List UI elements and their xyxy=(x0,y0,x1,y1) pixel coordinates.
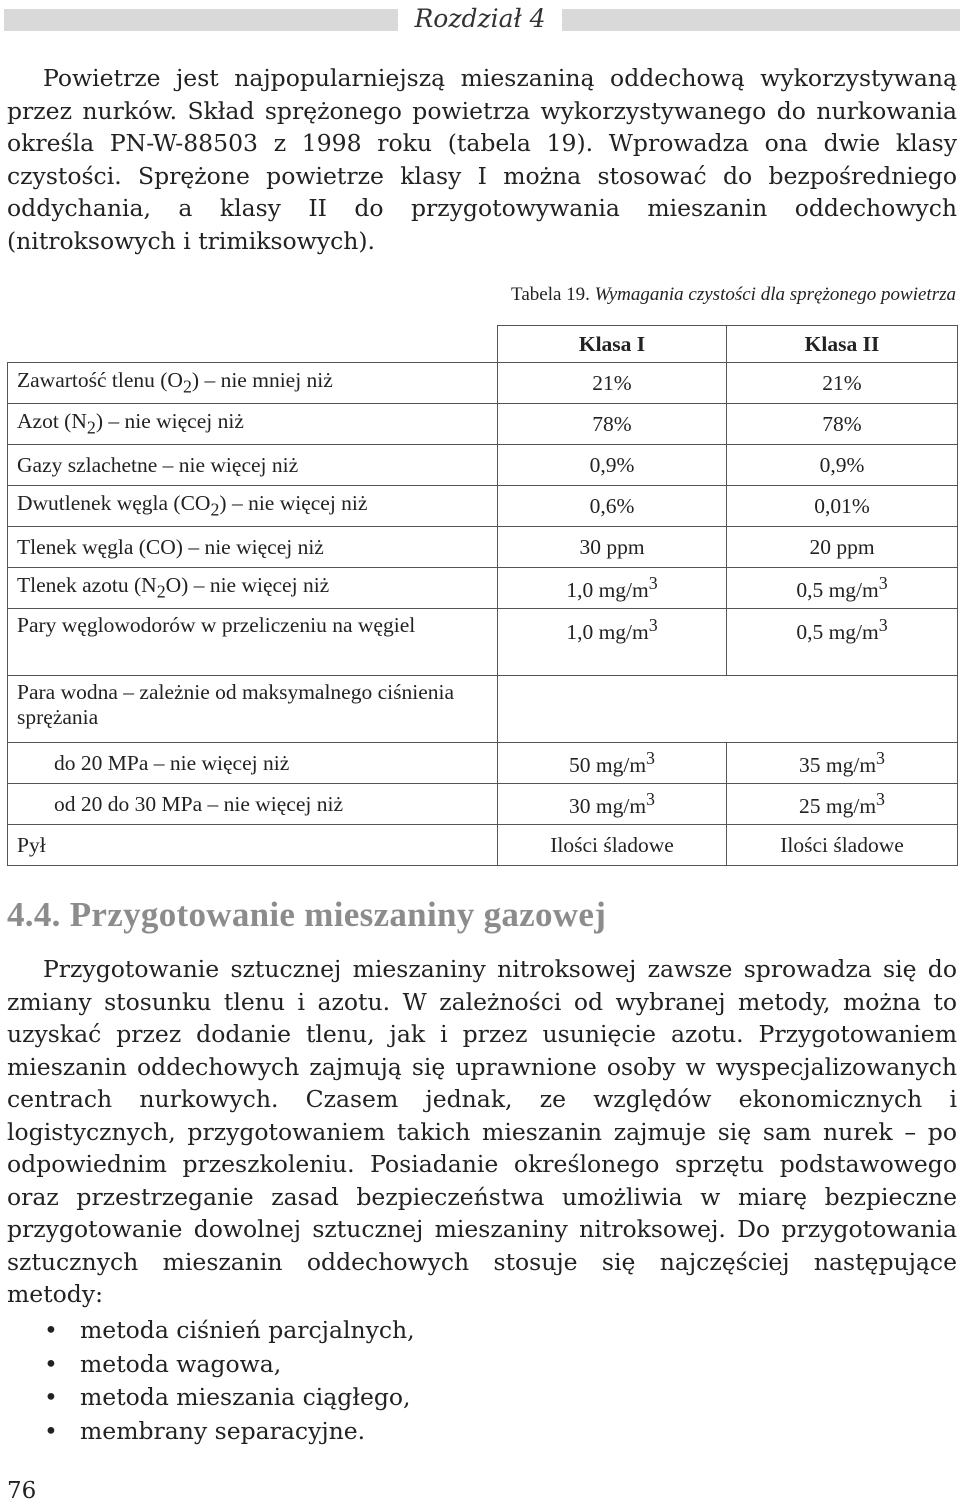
row-label: od 20 do 30 MPa – nie więcej niż xyxy=(8,784,498,825)
intro-text: Powietrze jest najpopularniejszą mieszaniną oddechową wykorzystywaną przez nurków. Skład sprężonego powietrza wykorzystywanego do nurkowania określa PN-W-88503 z 1998 roku (tabela 19). Wprowadza ona dwie klasy czystości. Sprężone powietrze klasy I można stosować do bezpośredniego oddychania, a klasy II do przygotowywania mieszanin oddechowych (nitroksowych i trimiksowych). xyxy=(7,64,957,255)
list-item: • membrany separacyjne. xyxy=(40,1415,415,1449)
row-label: Pary węglowodorów w przeliczeniu na węgiel xyxy=(8,609,498,676)
row-label: Pył xyxy=(8,825,498,866)
bullet-icon: • xyxy=(44,1316,58,1344)
table-row xyxy=(8,568,958,609)
row-label: Tlenek azotu $(N_2O)$ – nie więcej niż xyxy=(8,568,498,609)
table-row xyxy=(8,825,958,866)
row-label: Azot $(N_2)$ – nie więcej niż xyxy=(8,404,498,445)
table-caption-number: Tabela 19. xyxy=(511,284,590,305)
row-value-class2: 20 ppm xyxy=(727,527,958,568)
list-item: • metoda ciśnień parcjalnych, xyxy=(40,1314,415,1348)
row-value-class1: 0,6% xyxy=(498,486,727,527)
section-heading: 4.4. Przygotowanie mieszaniny gazowej xyxy=(7,895,607,934)
row-value-class2: 0,01% xyxy=(727,486,958,527)
row-label: Tlenek węgla (CO) – nie więcej niż xyxy=(8,527,498,568)
row-value-class2: 78% xyxy=(727,404,958,445)
methods-list xyxy=(40,1314,415,1448)
table-row xyxy=(8,743,958,784)
row-empty-cell xyxy=(498,676,958,743)
body-paragraph xyxy=(7,953,957,1311)
row-value-class1: 21% xyxy=(498,363,727,404)
chapter-title: Rozdział 4 xyxy=(414,4,546,33)
bullet-icon: • xyxy=(44,1383,58,1411)
row-value-class1: 50 $mg/m^3$ xyxy=(498,743,727,784)
bullet-icon: • xyxy=(44,1349,58,1378)
header-bar-right xyxy=(562,9,960,31)
row-label: Gazy szlachetne – nie więcej niż xyxy=(8,445,498,486)
table-row xyxy=(8,486,958,527)
row-value-class2: 0,9% xyxy=(727,445,958,486)
row-label: Para wodna – zależnie od maksymalnego ciśnienia sprężania xyxy=(8,676,498,743)
row-value-class2: 0,5 $mg/m^3$ xyxy=(727,568,958,609)
row-value-class1: Ilości śladowe xyxy=(498,825,727,866)
table-corner-cell xyxy=(8,326,498,363)
column-header-class2: Klasa II xyxy=(727,326,958,363)
table-header-row xyxy=(8,326,958,363)
bullet-icon: • xyxy=(44,1416,58,1445)
column-header-class1: Klasa I xyxy=(498,326,727,363)
row-value-class1: 0,9% xyxy=(498,445,727,486)
body-text: Przygotowanie sztucznej mieszaniny nitroksowej zawsze sprowadza się do zmiany stosunku tlenu i azotu. W zależności od wybranej metody, można to uzyskać przez dodanie tlenu, jak i przez usunięcie azotu. Przygotowaniem mieszanin oddechowych zajmują się uprawnione osoby w wyspecjalizowanych centrach nurkowych. Czasem jednak, ze względów ekonomicznych i logistycznych, przygotowaniem takich mieszanin zajmuje się sam nurek – po odpowiednim przeszkoleniu. Posiadanie określonego sprzętu podstawowego oraz przestrzeganie zasad bezpieczeństwa umożliwia w miarę bezpieczne przygotowanie dowolnej sztucznej mieszaniny nitroksowej. Do przygotowania sztucznych mieszanin oddechowych stosuje się najczęściej następujące metody: xyxy=(7,955,957,1308)
row-value-class1: 1,0 $mg/m^3$ xyxy=(498,609,727,676)
table-row xyxy=(8,404,958,445)
row-label: Zawartość tlenu $(O_2)$ – nie mniej niż xyxy=(8,363,498,404)
header-bar-left xyxy=(4,9,398,31)
page-number: 76 xyxy=(7,1478,37,1504)
row-value-class2: 0,5 $mg/m^3$ xyxy=(727,609,958,676)
row-value-class1: 78% xyxy=(498,404,727,445)
row-label: do 20 MPa – nie więcej niż xyxy=(8,743,498,784)
list-item: • metoda mieszania ciągłego, xyxy=(40,1381,415,1415)
row-value-class2: 35 $mg/m^3$ xyxy=(727,743,958,784)
requirements-table xyxy=(7,325,958,866)
row-value-class1: 30 ppm xyxy=(498,527,727,568)
row-value-class2: 21% xyxy=(727,363,958,404)
table-row xyxy=(8,609,958,676)
table-row xyxy=(8,676,958,743)
row-value-class1: 1,0 $mg/m^3$ xyxy=(498,568,727,609)
table-row xyxy=(8,784,958,825)
intro-paragraph xyxy=(7,62,957,257)
row-label: Dwutlenek węgla $(CO_2)$ – nie więcej niż xyxy=(8,486,498,527)
list-item: • metoda wagowa, xyxy=(40,1348,415,1382)
table-caption-title: Wymagania czystości dla sprężonego powietrza xyxy=(594,284,956,305)
table-caption xyxy=(511,284,956,306)
table-row xyxy=(8,445,958,486)
table-row xyxy=(8,527,958,568)
table-row xyxy=(8,363,958,404)
row-value-class2: Ilości śladowe xyxy=(727,825,958,866)
row-value-class1: 30 $mg/m^3$ xyxy=(498,784,727,825)
row-value-class2: 25 $mg/m^3$ xyxy=(727,784,958,825)
